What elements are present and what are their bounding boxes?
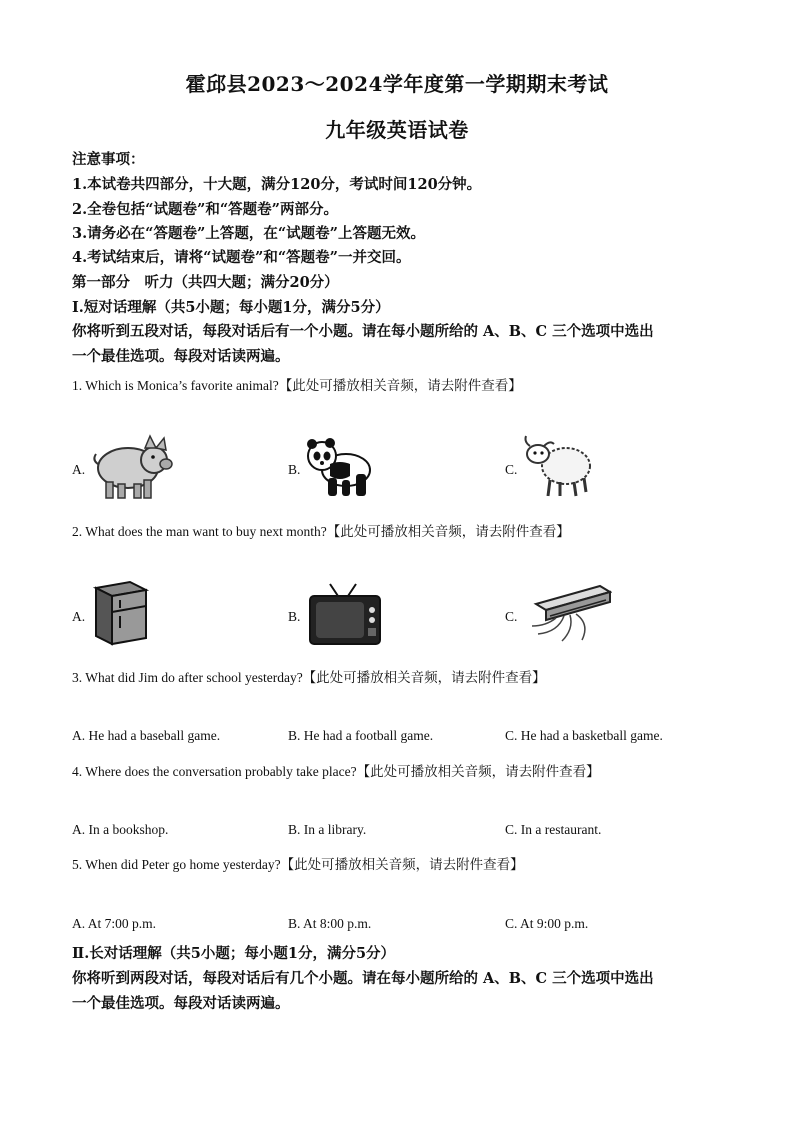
question-2: 2. What does the man want to buy next month?【此处可播放相关音频，请去附件查看】 (72, 524, 570, 539)
option-c: C. He had a basketball game. (505, 728, 663, 743)
option-label: A. (72, 609, 86, 624)
pig-icon (90, 430, 176, 502)
option-c: C. In a restaurant. (505, 822, 602, 837)
option-a: A. He had a baseball game. (72, 728, 221, 743)
note-item: 4.考试结束后，请将“试题卷”和“答题卷”一并交回。 (72, 249, 411, 266)
option-label: C. (505, 462, 518, 477)
note-item: 1.本试卷共四部分，十大题，满分120分，考试时间120分钟。 (72, 176, 482, 193)
tv-icon (308, 582, 382, 648)
section2-heading: Ⅱ.长对话理解（共5小题；每小题1分，满分5分） (72, 945, 396, 962)
option-b: B. He had a football game. (288, 728, 434, 743)
notes-heading: 注意事项： (72, 151, 145, 168)
question-1: 1. Which is Monica’s favorite animal?【此处可播放相关音频，请去附件查看】 (72, 378, 522, 393)
option-a: A. In a bookshop. (72, 822, 169, 837)
question-3: 3. What did Jim do after school yesterday?【此处可播放相关音频，请去附件查看】 (72, 670, 546, 685)
air-conditioner-icon (526, 582, 612, 646)
note-item: 2.全卷包括“试题卷”和“答题卷”两部分。 (72, 201, 338, 218)
option-label: B. (288, 462, 301, 477)
exam-title: 霍邱县2023～2024学年度第一学期期末考试 (185, 72, 609, 96)
option-b: B. In a library. (288, 822, 367, 837)
option-label: B. (288, 609, 301, 624)
exam-subtitle: 九年级英语试卷 (325, 118, 469, 142)
sheep-icon (522, 432, 594, 500)
option-label: A. (72, 462, 86, 477)
section1-heading: Ⅰ.短对话理解（共5小题；每小题1分，满分5分） (72, 299, 390, 316)
section2-instruction: 你将听到两段对话，每段对话后有几个小题。请在每小题所给的 A、B、C 三个选项中选出 (72, 970, 654, 987)
option-label: C. (505, 609, 518, 624)
option-a: A. At 7:00 p.m. (72, 916, 157, 931)
part1-heading: 第一部分 听力（共四大题；满分20分） (72, 274, 339, 291)
section1-instruction: 一个最佳选项。每段对话读两遍。 (72, 348, 290, 365)
panda-icon (304, 434, 374, 500)
option-c: C. At 9:00 p.m. (505, 916, 589, 931)
question-5: 5. When did Peter go home yesterday?【此处可播放相关音频，请去附件查看】 (72, 857, 524, 872)
fridge-icon (90, 578, 152, 648)
option-b: B. At 8:00 p.m. (288, 916, 372, 931)
section1-instruction: 你将听到五段对话，每段对话后有一个小题。请在每小题所给的 A、B、C 三个选项中选出 (72, 323, 654, 340)
section2-instruction: 一个最佳选项。每段对话读两遍。 (72, 995, 290, 1012)
note-item: 3.请务必在“答题卷”上答题，在“试题卷”上答题无效。 (72, 225, 425, 242)
question-4: 4. Where does the conversation probably take place?【此处可播放相关音频，请去附件查看】 (72, 764, 600, 779)
